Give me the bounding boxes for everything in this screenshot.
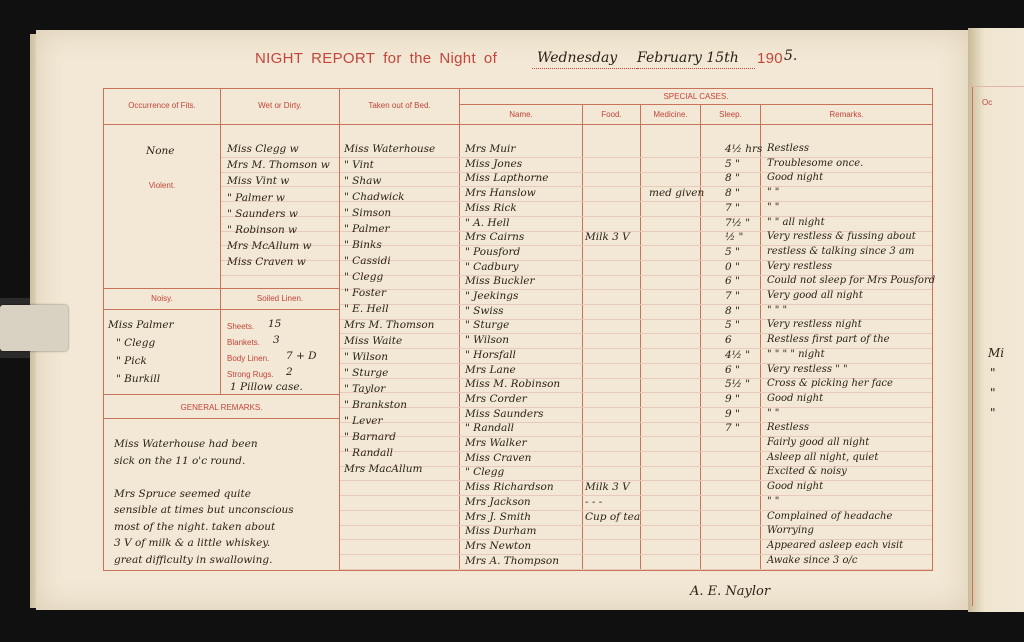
- special-remarks: Asleep all night, quiet: [767, 451, 879, 463]
- wet-or-dirty-entry: Mrs McAllum w: [227, 240, 312, 253]
- wet-or-dirty-entry: Miss Clegg w: [227, 143, 299, 155]
- special-remarks: Good night: [767, 481, 824, 493]
- soiled-linen-label: Soiled Linen.: [256, 294, 304, 303]
- sheets-value: 15: [268, 318, 282, 330]
- special-remarks: Could not sleep for Mrs Pousford: [767, 275, 936, 287]
- taken-out-entry: " Brankston: [344, 399, 407, 411]
- blankets-label: Blankets.: [227, 338, 260, 347]
- special-sleep: 5 ": [725, 319, 740, 332]
- col-remarks: Remarks.: [829, 110, 864, 119]
- report-year-prefix: 190: [757, 50, 783, 67]
- special-name: Mrs Hanslow: [465, 187, 536, 200]
- report-year-digit: 5.: [784, 48, 798, 64]
- special-remarks: Awake since 3 o/c: [767, 554, 858, 566]
- taken-out-entry: " Lever: [344, 415, 383, 427]
- taken-out-entry: " Barnard: [344, 431, 396, 443]
- special-sleep: 7 ": [725, 290, 740, 302]
- special-remarks: Good night: [767, 392, 824, 404]
- col-wet: Wet or Dirty.: [258, 101, 302, 110]
- special-food: Milk 3 V: [585, 481, 630, 494]
- special-sleep: 5 ": [725, 245, 740, 258]
- special-name: " Horsfall: [465, 348, 516, 361]
- special-remarks: " ": [767, 187, 780, 199]
- special-remarks: Appeared asleep each visit: [767, 539, 904, 551]
- taken-out-entry: " Clegg: [344, 271, 384, 283]
- special-food: Cup of tea: [585, 510, 641, 523]
- special-sleep: 8 ": [725, 172, 740, 185]
- body-linen-label: Body Linen.: [227, 354, 270, 363]
- taken-out-entry: " Wilson: [344, 351, 388, 363]
- wet-or-dirty-entry: " Robinson w: [227, 224, 298, 236]
- rugs-value: 2: [286, 366, 293, 378]
- col-special: SPECIAL CASES.: [663, 92, 729, 101]
- taken-out-entry: Mrs MacAllum: [344, 463, 423, 475]
- special-name: Mrs Cairns: [465, 231, 525, 244]
- special-name: Mrs Walker: [465, 437, 527, 449]
- special-sleep: 6 ": [725, 275, 740, 288]
- taken-out-entry: " Palmer: [344, 223, 390, 235]
- special-name: Mrs Jackson: [465, 495, 531, 508]
- taken-out-entry: " Sturge: [344, 367, 389, 379]
- wet-or-dirty-entry: " Palmer w: [227, 191, 285, 204]
- general-remark-line: sick on the 11 o'c round.: [114, 454, 246, 467]
- taken-out-entry: " E. Hell: [344, 303, 389, 315]
- special-remarks: Restless: [767, 143, 809, 154]
- noisy-label: Noisy.: [151, 294, 173, 303]
- signature: A. E. Naylor: [690, 584, 771, 599]
- wet-or-dirty-entry: Miss Craven w: [227, 256, 306, 269]
- special-name: Mrs Lane: [465, 363, 516, 376]
- special-name: " Wilson: [465, 334, 509, 347]
- special-name: Miss Durham: [465, 525, 537, 538]
- taken-out-entry: " Foster: [344, 287, 387, 299]
- special-remarks: Excited & noisy: [767, 466, 847, 478]
- col-medicine: Medicine.: [653, 110, 688, 119]
- report-date: February 15th: [637, 50, 739, 66]
- special-sleep: 5 ": [725, 157, 740, 170]
- special-remarks: Fairly good all night: [767, 437, 870, 448]
- taken-out-entry: " Binks: [344, 239, 382, 251]
- special-remarks: Good night: [767, 172, 824, 184]
- special-name: Miss M. Robinson: [465, 378, 561, 391]
- special-remarks: Troublesome once.: [767, 157, 864, 169]
- special-sleep: 4½ hrs: [725, 143, 763, 155]
- special-remarks: " ": [767, 495, 780, 507]
- special-name: Miss Buckler: [465, 275, 535, 288]
- report-weekday: Wednesday: [537, 50, 618, 66]
- special-sleep: 7 ": [725, 422, 740, 435]
- special-name: " Pousford: [465, 245, 521, 258]
- general-remarks-label: GENERAL REMARKS.: [180, 403, 263, 412]
- taken-out-entry: " Vint: [344, 159, 374, 171]
- special-sleep: 7½ ": [725, 216, 751, 229]
- wet-or-dirty-entry: " Saunders w: [227, 207, 298, 220]
- blankets-value: 3: [273, 334, 280, 346]
- special-remarks: Worrying: [767, 525, 814, 537]
- special-name: " Swiss: [465, 304, 504, 317]
- special-sleep: 5½ ": [725, 378, 751, 391]
- col-food: Food.: [601, 110, 622, 119]
- special-sleep: 6 ": [725, 363, 740, 376]
- page-clip: [0, 305, 68, 351]
- special-sleep: ½ ": [725, 231, 744, 244]
- wet-or-dirty-entry: Mrs M. Thomson w: [227, 159, 330, 172]
- special-remarks: " " ": [767, 304, 788, 316]
- rugs-label: Strong Rugs.: [227, 370, 274, 379]
- general-remark-line: Mrs Spruce seemed quite: [114, 487, 251, 500]
- special-name: Miss Rick: [465, 201, 517, 214]
- taken-out-entry: Miss Waterhouse: [344, 143, 436, 155]
- special-name: Miss Lapthorne: [465, 172, 549, 185]
- special-name: Miss Richardson: [465, 481, 554, 494]
- special-name: " Cadbury: [465, 260, 519, 273]
- special-sleep: 4½ ": [725, 348, 751, 361]
- special-name: " Clegg: [465, 466, 505, 479]
- special-sleep: 9 ": [725, 392, 740, 405]
- sheets-label: Sheets.: [227, 322, 255, 331]
- special-medicine: med given: [649, 187, 705, 200]
- special-sleep: 6: [725, 334, 732, 347]
- special-remarks: Restless first part of the: [767, 334, 890, 346]
- special-name: Miss Craven: [465, 451, 532, 464]
- col-fits: Occurrence of Fits.: [128, 101, 196, 110]
- general-remark-line: most of the night. taken about: [114, 520, 276, 533]
- wet-or-dirty-entry: Miss Vint w: [227, 175, 290, 188]
- special-remarks: " " all night: [767, 216, 825, 228]
- taken-out-entry: " Simson: [344, 207, 392, 219]
- general-remark-line: great difficulty in swallowing.: [114, 553, 273, 566]
- special-remarks: Very restless night: [767, 319, 862, 331]
- noisy-item: " Pick: [116, 355, 147, 367]
- special-name: " A. Hell: [465, 216, 510, 229]
- general-remark-line: Miss Waterhouse had been: [114, 438, 258, 450]
- noisy-item: " Burkill: [116, 373, 161, 385]
- special-remarks: restless & talking since 3 am: [767, 245, 915, 257]
- special-remarks: " ": [767, 201, 780, 213]
- special-remarks: Complained of headache: [767, 510, 893, 522]
- report-title: NIGHT REPORT for the Night of: [255, 50, 498, 67]
- right-page-edge: Oc Mi " " ": [968, 28, 1024, 612]
- taken-out-entry: Mrs M. Thomson: [344, 319, 435, 331]
- col-sleep: Sleep.: [719, 110, 742, 119]
- special-sleep: 7 ": [725, 201, 740, 214]
- special-name: Miss Jones: [465, 157, 523, 170]
- special-name: Mrs Muir: [465, 143, 516, 155]
- special-name: " Sturge: [465, 319, 510, 332]
- taken-out-entry: " Chadwick: [344, 191, 405, 203]
- special-sleep: 8 ": [725, 187, 740, 200]
- pillow-case: 1 Pillow case.: [230, 381, 303, 393]
- special-sleep: 9 ": [725, 407, 740, 420]
- noisy-item: " Clegg: [116, 337, 156, 349]
- special-remarks: Very restless & fussing about: [767, 231, 916, 243]
- special-sleep: 8 ": [725, 304, 740, 317]
- special-name: " Randall: [465, 422, 515, 435]
- col-taken: Taken out of Bed.: [368, 101, 431, 110]
- special-remarks: Very restless: [767, 260, 833, 272]
- special-name: Mrs A. Thompson: [465, 554, 559, 567]
- taken-out-entry: " Cassidi: [344, 255, 391, 267]
- taken-out-entry: " Shaw: [344, 175, 382, 187]
- general-remark-line: 3 V of milk & a little whiskey.: [114, 537, 271, 549]
- special-food: Milk 3 V: [585, 231, 630, 244]
- special-remarks: " ": [767, 407, 780, 419]
- taken-out-entry: " Randall: [344, 447, 394, 459]
- special-name: " Jeekings: [465, 290, 519, 302]
- special-remarks: Restless: [767, 422, 809, 434]
- col-name: Name.: [509, 110, 533, 119]
- violent-label: Violent.: [148, 181, 176, 190]
- taken-out-entry: " Taylor: [344, 383, 386, 395]
- special-food: - - -: [585, 495, 603, 508]
- special-sleep: 0 ": [725, 260, 740, 273]
- special-remarks: Very restless " ": [767, 363, 848, 375]
- body-linen-value: 7 + D: [286, 350, 317, 362]
- special-name: Mrs J. Smith: [465, 510, 532, 523]
- special-name: Miss Saunders: [465, 407, 544, 420]
- noisy-item: Miss Palmer: [108, 319, 174, 331]
- special-remarks: Cross & picking her face: [767, 378, 893, 390]
- special-remarks: " " " " night: [767, 348, 825, 360]
- special-name: Mrs Corder: [465, 392, 527, 405]
- general-remark-line: sensible at times but unconscious: [114, 504, 294, 516]
- taken-out-entry: Miss Waite: [344, 335, 403, 347]
- special-name: Mrs Newton: [465, 539, 532, 552]
- fits-value: None: [146, 145, 175, 157]
- special-remarks: Very good all night: [767, 290, 863, 301]
